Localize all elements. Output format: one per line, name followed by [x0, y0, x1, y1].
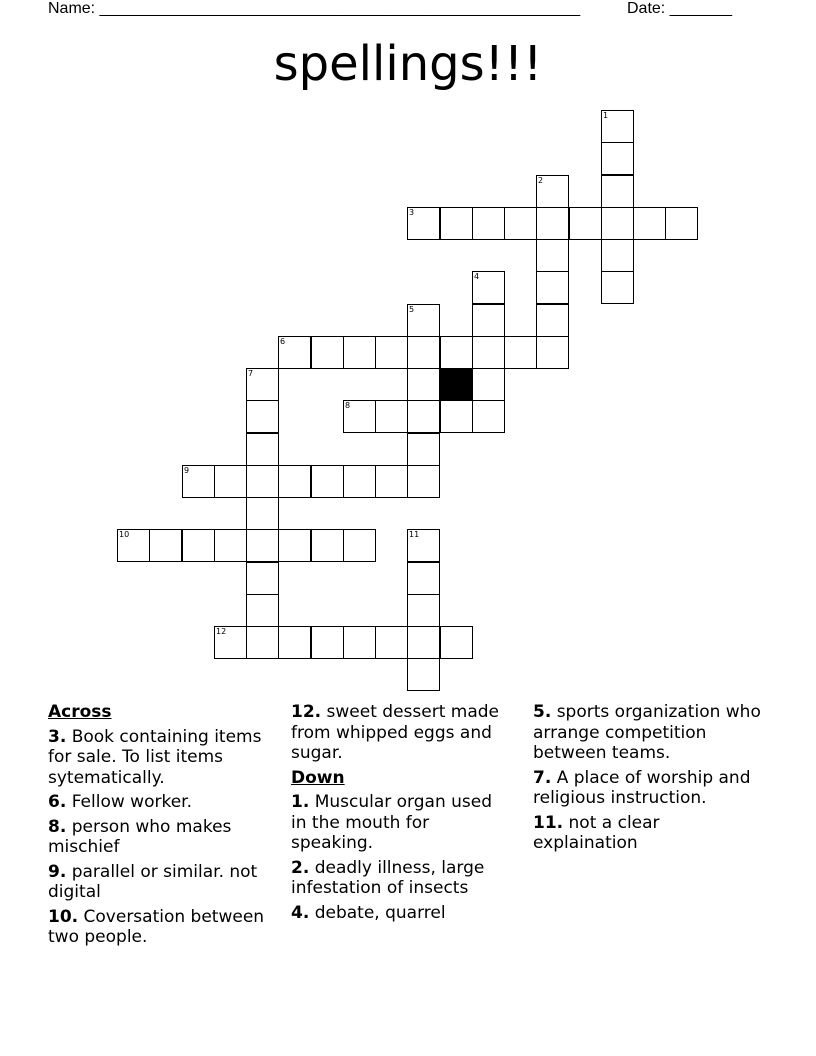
clue-number: 12.: [291, 702, 322, 722]
crossword-cell[interactable]: [246, 433, 279, 466]
crossword-cell[interactable]: [536, 207, 569, 240]
crossword-cell[interactable]: [375, 465, 408, 498]
crossword-cell[interactable]: [472, 207, 505, 240]
crossword-cell[interactable]: [246, 400, 279, 433]
crossword-cell[interactable]: [246, 368, 279, 401]
clue-text: Book containing items for sale. To list items sytematically.: [48, 726, 262, 788]
crossword-cell[interactable]: [246, 626, 279, 659]
clue-number-label: 12: [216, 627, 227, 636]
crossword-cell[interactable]: [536, 336, 569, 369]
clue-across-9: [48, 862, 268, 903]
clue-number-label: 2: [538, 176, 544, 185]
crossword-cell[interactable]: [407, 433, 440, 466]
clue-text: not a clear explaination: [533, 812, 660, 853]
crossword-cell[interactable]: [149, 529, 182, 562]
clue-down-5: [533, 702, 763, 764]
crossword-cell[interactable]: [246, 497, 279, 530]
clue-number: 1.: [291, 792, 310, 812]
crossword-cell[interactable]: [407, 562, 440, 595]
crossword-cell[interactable]: [246, 562, 279, 595]
crossword-cell[interactable]: [407, 626, 440, 659]
crossword-cell[interactable]: [214, 626, 247, 659]
crossword-cell[interactable]: [440, 336, 473, 369]
across-heading: Across: [48, 702, 112, 722]
crossword-cell[interactable]: [569, 207, 602, 240]
clue-number: 6.: [48, 792, 67, 812]
clue-down-4: [291, 903, 511, 924]
crossword-cell[interactable]: [246, 529, 279, 562]
crossword-cell[interactable]: [407, 207, 440, 240]
crossword-cell[interactable]: [407, 368, 440, 401]
crossword-cell[interactable]: [278, 529, 311, 562]
down-heading: Down: [291, 767, 345, 788]
crossword-cell[interactable]: [311, 336, 344, 369]
clue-number: 10.: [48, 906, 79, 927]
clue-text: Fellow worker.: [71, 792, 192, 812]
crossword-cell[interactable]: [440, 400, 473, 433]
crossword-cell[interactable]: [472, 368, 505, 401]
crossword-cell[interactable]: [246, 594, 279, 627]
clue-number: 4.: [291, 902, 310, 923]
crossword-cell[interactable]: [343, 529, 376, 562]
crossword-cell[interactable]: [472, 271, 505, 304]
crossword-cell[interactable]: [311, 626, 344, 659]
clue-across-12: [291, 702, 511, 764]
clue-number-label: 5: [409, 305, 415, 314]
crossword-cell[interactable]: [182, 529, 215, 562]
clue-text: Coversation between two people.: [48, 906, 265, 947]
clue-number: 7.: [533, 767, 552, 788]
clues-column-1: [48, 702, 268, 952]
clue-across-8: [48, 817, 268, 858]
clue-across-10: [48, 907, 268, 948]
clues-column-3: [533, 702, 763, 858]
clue-text: Muscular organ used in the mouth for speaking.: [291, 792, 493, 853]
blocked-cell: [440, 368, 473, 401]
clue-down-1: [291, 792, 511, 854]
crossword-cell[interactable]: [278, 336, 311, 369]
clue-text: parallel or similar. not digital: [48, 861, 258, 902]
clue-number: 11.: [533, 812, 564, 833]
clue-number-label: 10: [119, 530, 130, 539]
crossword-cell[interactable]: [407, 336, 440, 369]
crossword-cell[interactable]: [343, 336, 376, 369]
clue-number-label: 1: [603, 111, 609, 120]
crossword-cell[interactable]: [601, 110, 634, 143]
crossword-cell[interactable]: [536, 239, 569, 272]
crossword-cell[interactable]: [278, 626, 311, 659]
crossword-cell[interactable]: [407, 465, 440, 498]
clue-number-label: 6: [280, 337, 286, 346]
date-field[interactable]: Date: _______: [627, 0, 732, 17]
clue-down-2: [291, 858, 511, 899]
crossword-cell[interactable]: [601, 142, 634, 175]
crossword-cell[interactable]: [311, 529, 344, 562]
crossword-cell[interactable]: [440, 626, 473, 659]
name-field[interactable]: Name: ______________________________________________________: [48, 0, 581, 17]
crossword-cell[interactable]: [536, 271, 569, 304]
crossword-cell[interactable]: [504, 336, 537, 369]
crossword-cell[interactable]: [214, 529, 247, 562]
clue-number: 2.: [291, 857, 310, 878]
clue-number: 5.: [533, 702, 552, 722]
clue-number-label: 9: [184, 466, 190, 475]
crossword-cell[interactable]: [601, 239, 634, 272]
clue-number-label: 8: [345, 401, 351, 410]
crossword-cell[interactable]: [117, 529, 150, 562]
crossword-cell[interactable]: [601, 207, 634, 240]
crossword-cell[interactable]: [343, 400, 376, 433]
clue-down-11: [533, 813, 763, 854]
crossword-cell[interactable]: [214, 465, 247, 498]
clue-text: deadly illness, large infestation of insects: [291, 857, 485, 898]
clue-text: sweet dessert made from whipped eggs and sugar.: [291, 702, 499, 763]
clue-across-3: [48, 727, 268, 789]
clue-text: sports organization who arrange competition between teams.: [533, 702, 761, 763]
crossword-cell[interactable]: [407, 304, 440, 337]
crossword-cell[interactable]: [182, 465, 215, 498]
clue-number-label: 11: [409, 530, 420, 539]
page-title: spellings!!!: [273, 36, 543, 92]
crossword-cell[interactable]: [375, 336, 408, 369]
clue-number: 8.: [48, 816, 67, 837]
crossword-cell[interactable]: [601, 271, 634, 304]
clue-text: A place of worship and religious instruction.: [533, 767, 751, 808]
clue-number: 9.: [48, 861, 67, 882]
crossword-cell[interactable]: [407, 529, 440, 562]
crossword-cell[interactable]: [407, 594, 440, 627]
clue-text: person who makes mischief: [48, 816, 232, 857]
crossword-cell[interactable]: [665, 207, 698, 240]
crossword-cell[interactable]: [601, 175, 634, 208]
crossword-cell[interactable]: [536, 304, 569, 337]
clue-across-6: [48, 792, 268, 813]
clue-text: debate, quarrel: [314, 902, 446, 923]
crossword-cell[interactable]: [472, 400, 505, 433]
clue-number-label: 4: [474, 272, 480, 281]
crossword-cell[interactable]: [246, 465, 279, 498]
clue-number-label: 3: [409, 208, 415, 217]
crossword-cell[interactable]: [472, 304, 505, 337]
crossword-cell[interactable]: [504, 207, 537, 240]
crossword-cell[interactable]: [311, 465, 344, 498]
clues-column-2: [291, 702, 511, 927]
clue-number-label: 7: [248, 369, 254, 378]
crossword-cell[interactable]: [633, 207, 666, 240]
crossword-cell[interactable]: [278, 465, 311, 498]
crossword-cell[interactable]: [440, 207, 473, 240]
crossword-cell[interactable]: [407, 658, 440, 691]
clue-down-7: [533, 768, 763, 809]
crossword-cell[interactable]: [375, 626, 408, 659]
crossword-cell[interactable]: [343, 626, 376, 659]
crossword-cell[interactable]: [472, 336, 505, 369]
crossword-cell[interactable]: [375, 400, 408, 433]
crossword-cell[interactable]: [343, 465, 376, 498]
crossword-cell[interactable]: [536, 175, 569, 208]
clue-number: 3.: [48, 726, 67, 747]
crossword-cell[interactable]: [407, 400, 440, 433]
